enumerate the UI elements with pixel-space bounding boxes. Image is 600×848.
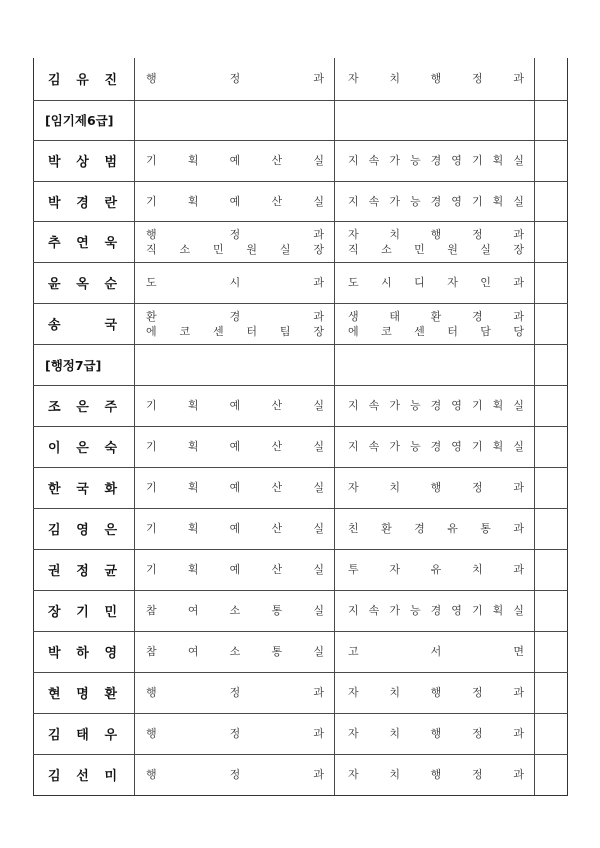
- department-line: 환 경 과: [146, 309, 324, 323]
- empty-cell: [535, 508, 568, 549]
- person-name: 김 태 우: [48, 728, 117, 743]
- section-header-cell: [34, 100, 135, 140]
- name-cell: [34, 58, 135, 100]
- table-row: [34, 672, 568, 713]
- assignment-line: 자 치 행 정 과: [348, 727, 524, 740]
- table-row: [34, 140, 568, 181]
- department-line: 행 정 과: [146, 768, 324, 781]
- assignment-line: 친 환 경 유 통 과: [348, 522, 524, 535]
- department-cell: [135, 754, 335, 795]
- table-row: [34, 508, 568, 549]
- empty-cell: [535, 467, 568, 508]
- table-row: [34, 181, 568, 221]
- empty-cell: [135, 100, 335, 140]
- department-cell: [135, 713, 335, 754]
- assignment-cell: [335, 221, 535, 262]
- assignment-cell: [335, 713, 535, 754]
- assignment-line: 지 속 가 능 경 영 기 획 실: [348, 194, 524, 208]
- department-line: 행 정 과: [146, 72, 324, 86]
- assignment-line: 생 태 환 경 과: [348, 309, 524, 323]
- person-name: 장 기 민: [48, 605, 117, 620]
- assignment-cell: [335, 754, 535, 795]
- empty-cell: [535, 262, 568, 303]
- section-label: [행정7급]: [45, 357, 102, 373]
- table-row: [34, 385, 568, 426]
- assignment-line: 직 소 민 원 실 장: [348, 242, 524, 256]
- table-row: [34, 58, 568, 100]
- name-cell: [34, 549, 135, 590]
- department-line: 참 여 소 통 실: [146, 604, 324, 617]
- assignment-line: 자 치 행 정 과: [348, 227, 524, 241]
- department-cell: [135, 262, 335, 303]
- department-cell: [135, 508, 335, 549]
- table-row: [34, 262, 568, 303]
- section-label: [임기제6급]: [45, 113, 114, 128]
- department-cell: [135, 221, 335, 262]
- name-cell: [34, 140, 135, 181]
- assignment-cell: [335, 590, 535, 631]
- person-name: 조 은 주: [48, 400, 117, 415]
- assignment-line: 지 속 가 능 경 영 기 획 실: [348, 154, 524, 167]
- person-name: 이 은 숙: [48, 441, 117, 456]
- department-line: 기 획 예 산 실: [146, 481, 324, 494]
- empty-cell: [535, 100, 568, 140]
- assignment-cell: [335, 181, 535, 221]
- name-cell: [34, 303, 135, 344]
- assignment-line: 자 치 행 정 과: [348, 481, 524, 494]
- empty-cell: [535, 754, 568, 795]
- department-line: 기 획 예 산 실: [146, 399, 324, 412]
- person-name: 권 정 균: [48, 564, 117, 579]
- name-cell: [34, 426, 135, 467]
- empty-cell: [535, 303, 568, 344]
- person-name: 김 선 미: [48, 769, 117, 784]
- name-cell: [34, 467, 135, 508]
- empty-cell: [535, 221, 568, 262]
- name-cell: [34, 672, 135, 713]
- empty-cell: [535, 58, 568, 100]
- department-cell: [135, 58, 335, 100]
- name-cell: [34, 385, 135, 426]
- department-cell: [135, 303, 335, 344]
- assignment-line: 도 시 디 자 인 과: [348, 276, 524, 289]
- personnel-table: [33, 58, 568, 796]
- name-cell: [34, 713, 135, 754]
- table-row: [34, 631, 568, 672]
- empty-cell: [535, 181, 568, 221]
- person-name: 한 국 화: [48, 482, 117, 497]
- assignment-line: 투 자 유 치 과: [348, 563, 524, 576]
- table-row: [34, 467, 568, 508]
- empty-cell: [535, 713, 568, 754]
- name-cell: [34, 221, 135, 262]
- assignment-line: 자 치 행 정 과: [348, 72, 524, 86]
- department-line: 에 코 센 터 팀 장: [146, 324, 324, 338]
- assignment-cell: [335, 672, 535, 713]
- name-cell: [34, 631, 135, 672]
- personnel-table-body: [34, 58, 568, 795]
- empty-cell: [535, 549, 568, 590]
- assignment-cell: [335, 58, 535, 100]
- table-row: [34, 549, 568, 590]
- empty-cell: [335, 344, 535, 385]
- section-row: [34, 344, 568, 385]
- assignment-cell: [335, 262, 535, 303]
- assignment-line: 지 속 가 능 경 영 기 획 실: [348, 440, 524, 453]
- section-header-cell: [34, 344, 135, 385]
- empty-cell: [535, 672, 568, 713]
- department-cell: [135, 467, 335, 508]
- person-name: 현 명 환: [48, 687, 117, 702]
- department-line: 기 획 예 산 실: [146, 154, 324, 167]
- department-line: 도 시 과: [146, 276, 324, 289]
- department-line: 참 여 소 통 실: [146, 645, 324, 658]
- name-cell: [34, 508, 135, 549]
- person-name: 박 하 영: [48, 646, 117, 661]
- assignment-cell: [335, 385, 535, 426]
- empty-cell: [535, 590, 568, 631]
- department-cell: [135, 590, 335, 631]
- table-row: [34, 590, 568, 631]
- department-cell: [135, 140, 335, 181]
- empty-cell: [535, 426, 568, 467]
- assignment-line: 자 치 행 정 과: [348, 768, 524, 781]
- table-row: [34, 221, 568, 262]
- department-cell: [135, 385, 335, 426]
- assignment-line: 지 속 가 능 경 영 기 획 실: [348, 604, 524, 617]
- department-line: 직 소 민 원 실 장: [146, 242, 324, 256]
- assignment-cell: [335, 467, 535, 508]
- department-line: 기 획 예 산 실: [146, 563, 324, 576]
- department-line: 행 정 과: [146, 227, 324, 241]
- person-name: 김 영 은: [48, 523, 117, 538]
- empty-cell: [135, 344, 335, 385]
- section-row: [34, 100, 568, 140]
- assignment-cell: [335, 508, 535, 549]
- department-line: 기 획 예 산 실: [146, 522, 324, 535]
- empty-cell: [535, 631, 568, 672]
- table-row: [34, 426, 568, 467]
- department-cell: [135, 426, 335, 467]
- person-name: 김 유 진: [48, 73, 117, 89]
- empty-cell: [535, 140, 568, 181]
- assignment-cell: [335, 303, 535, 344]
- person-name: 윤 옥 순: [48, 277, 117, 292]
- person-name: 추 연 욱: [48, 236, 117, 251]
- name-cell: [34, 181, 135, 221]
- department-line: 기 획 예 산 실: [146, 440, 324, 453]
- empty-cell: [535, 385, 568, 426]
- table-row: [34, 713, 568, 754]
- table-row: [34, 303, 568, 344]
- assignment-cell: [335, 140, 535, 181]
- department-line: 기 획 예 산 실: [146, 194, 324, 208]
- assignment-line: 자 치 행 정 과: [348, 686, 524, 699]
- empty-cell: [535, 344, 568, 385]
- person-name: 박 경 란: [48, 195, 117, 211]
- assignment-line: 에 코 센 터 담 당: [348, 324, 524, 338]
- assignment-line: 지 속 가 능 경 영 기 획 실: [348, 399, 524, 412]
- empty-cell: [335, 100, 535, 140]
- person-name: 박 상 범: [48, 155, 117, 170]
- department-cell: [135, 631, 335, 672]
- assignment-line: 고 서 면: [348, 645, 524, 658]
- assignment-cell: [335, 549, 535, 590]
- assignment-cell: [335, 426, 535, 467]
- department-cell: [135, 181, 335, 221]
- assignment-cell: [335, 631, 535, 672]
- department-line: 행 정 과: [146, 686, 324, 699]
- department-cell: [135, 672, 335, 713]
- name-cell: [34, 262, 135, 303]
- name-cell: [34, 754, 135, 795]
- department-cell: [135, 549, 335, 590]
- table-row: [34, 754, 568, 795]
- department-line: 행 정 과: [146, 727, 324, 740]
- name-cell: [34, 590, 135, 631]
- person-name: 송 국: [48, 318, 117, 333]
